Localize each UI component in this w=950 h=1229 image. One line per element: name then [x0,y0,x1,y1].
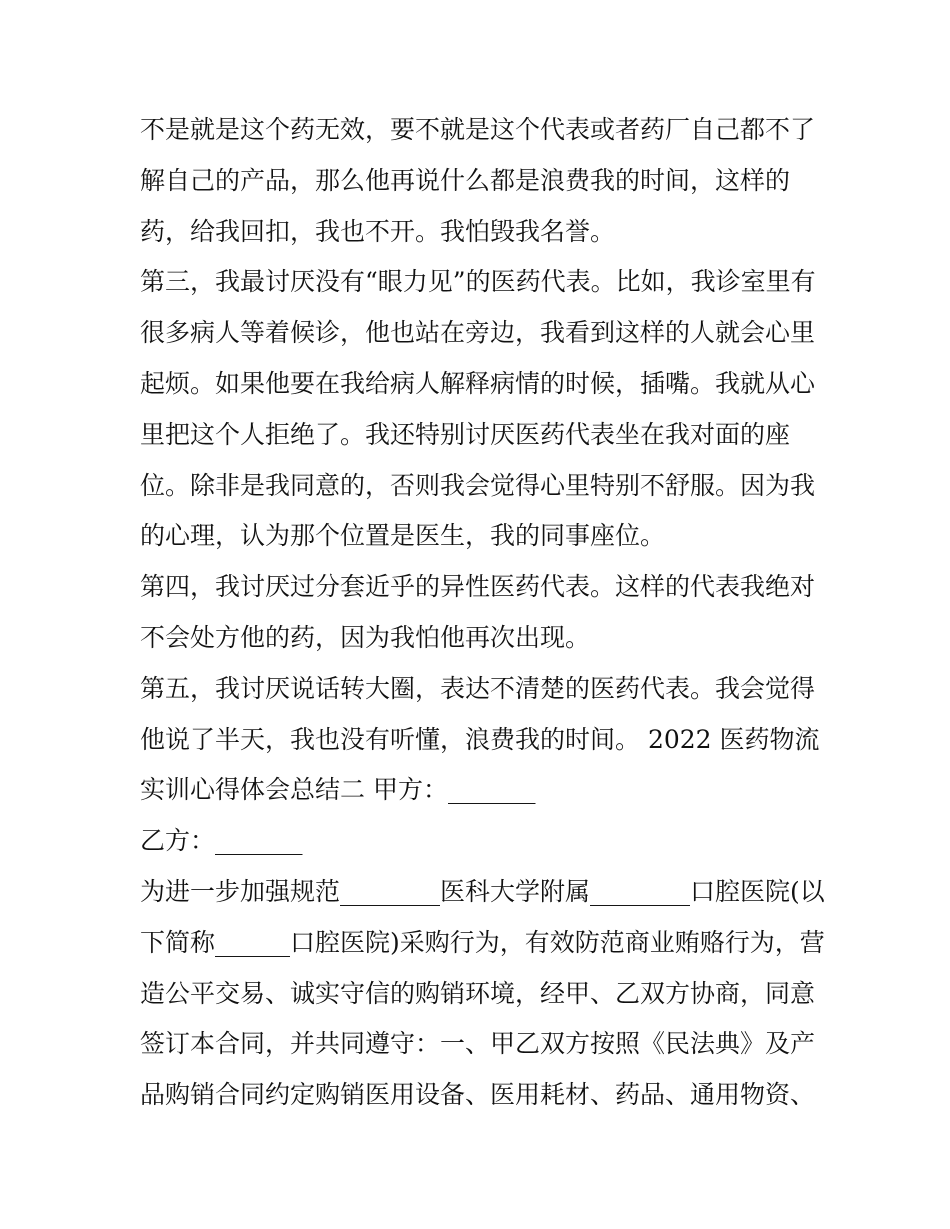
text-line: 药，给我回扣，我也不开。我怕毁我名誉。 [140,216,616,246]
text-line: 他说了半天，我也没有听懂，浪费我的时间。 2022 医药物流 [140,724,820,754]
text-line: 实训心得体会总结二 甲方：_______ [140,775,536,805]
text-line: 第四，我讨厌过分套近乎的异性医药代表。这样的代表我绝对 [140,572,816,602]
text-line: 造公平交易、诚实守信的购销环境，经甲、乙双方协商，同意 [140,978,816,1008]
text-line: 下简称______口腔医院)采购行为，有效防范商业贿赂行为，营 [140,927,825,957]
text-line: 位。除非是我同意的，否则我会觉得心里特别不舒服。因为我 [140,470,816,500]
text-line: 的心理，认为那个位置是医生，我的同事座位。 [140,521,666,551]
text-line: 品购销合同约定购销医用设备、医用耗材、药品、通用物资、 [140,1080,816,1110]
text-line: 乙方：_______ [140,826,303,856]
text-line: 起烦。如果他要在我给病人解释病情的时候，插嘴。我就从心 [140,368,816,398]
text-line: 不是就是这个药无效，要不就是这个代表或者药厂自己都不了 [140,115,816,144]
text-line: 签订本合同，并共同遵守：一、甲乙双方按照《民法典》及产 [140,1029,816,1059]
text-line: 不会处方他的药，因为我怕他再次出现。 [140,622,591,652]
text-line: 很多病人等着候诊，他也站在旁边，我看到这样的人就会心里 [140,318,816,348]
text-line: 第五，我讨厌说话转大圈，表达不清楚的医药代表。我会觉得 [140,673,816,703]
text-line: 为进一步加强规范________医科大学附属________口腔医院(以 [140,876,825,906]
text-line: 里把这个人拒绝了。我还特别讨厌医药代表坐在我对面的座 [140,419,791,449]
text-line: 解自己的产品，那么他再说什么都是浪费我的时间，这样的 [140,165,791,195]
body-text [140,105,825,1121]
text-line: 第三，我最讨厌没有“眼力见”的医药代表。比如，我诊室里有 [140,267,816,297]
